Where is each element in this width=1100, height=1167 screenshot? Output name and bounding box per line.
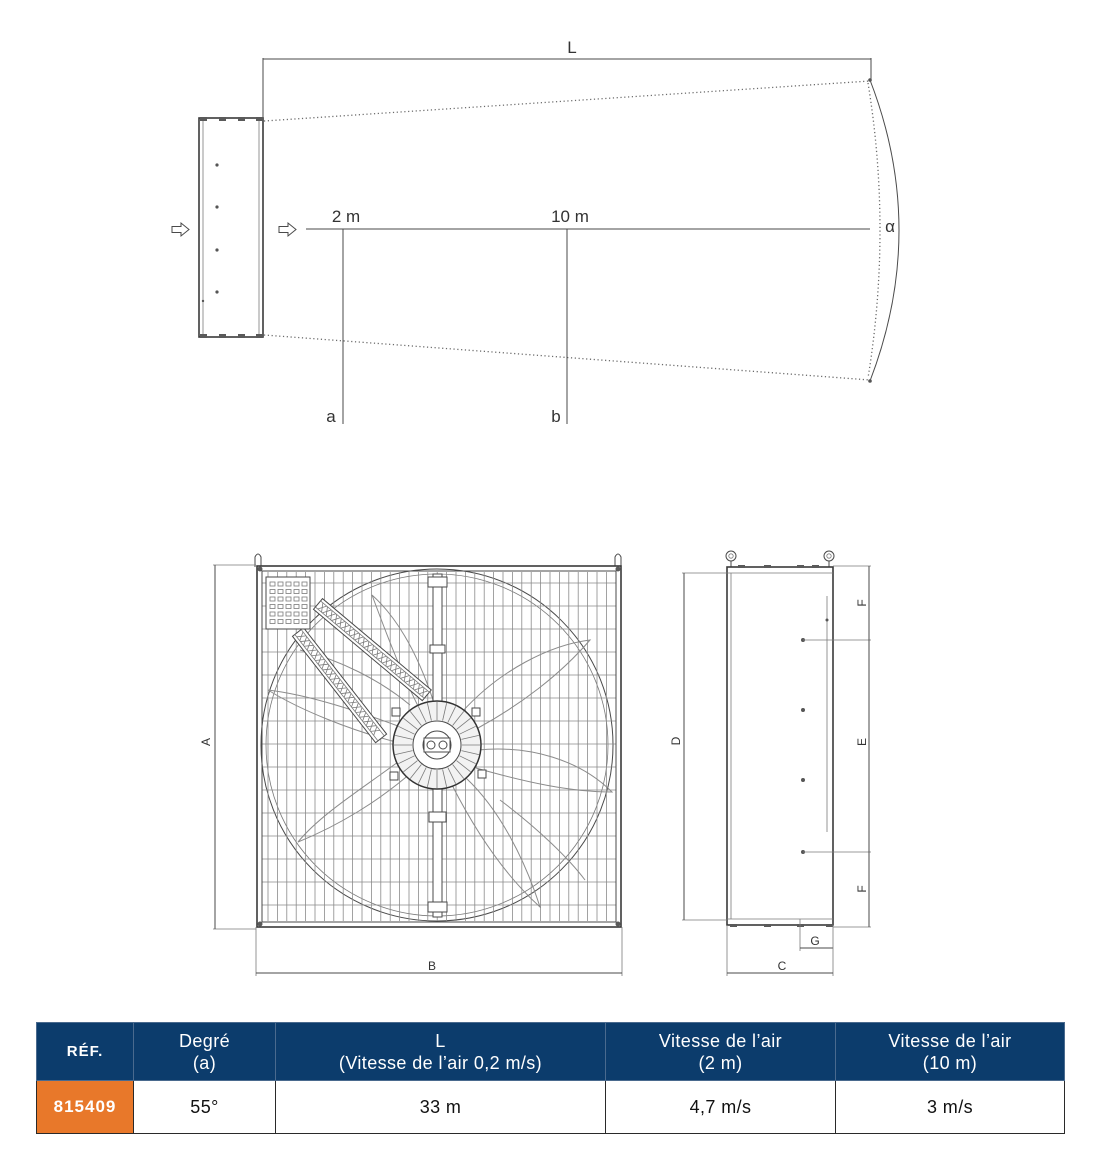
- marker-label-a: a: [326, 407, 336, 426]
- bolt: [812, 565, 819, 568]
- header-air-speed-10m-line2: (10 m): [922, 1052, 978, 1073]
- fan-unit-body: [199, 118, 263, 337]
- mount-point: [801, 708, 805, 712]
- header-air-speed-10m-line1: Vitesse de l’air: [888, 1030, 1012, 1051]
- corner-bolt: [258, 567, 263, 572]
- bolt: [764, 565, 771, 568]
- bolt: [730, 924, 737, 927]
- length-dimension: [263, 38, 871, 119]
- offset-label-g: G: [810, 934, 820, 948]
- width-label-b: B: [427, 959, 437, 973]
- height-dimension-a: [199, 565, 256, 929]
- header-degree-line2: (a): [192, 1052, 217, 1073]
- rivet: [202, 300, 204, 302]
- airflow-cone-upper-edge: [264, 81, 870, 121]
- header-throw-length-line1: L: [435, 1030, 446, 1051]
- bolt: [256, 334, 263, 338]
- spacing-label-e: E: [855, 737, 869, 747]
- bolt: [797, 924, 804, 927]
- lifting-eyelet-hole: [827, 554, 831, 558]
- motor-bar-clamp: [430, 645, 445, 653]
- width-dimension-b: [256, 927, 622, 976]
- air-speed-10m-cell: 3 m/s: [836, 1081, 1065, 1134]
- hub-mount-foot: [478, 770, 486, 778]
- bolt: [256, 117, 263, 121]
- fan-side-view: [669, 551, 871, 976]
- corner-bolt: [616, 922, 621, 927]
- distance-label-10m: 10 m: [551, 207, 589, 226]
- airflow-cone: [264, 78, 899, 383]
- rivet: [215, 248, 218, 251]
- bolt: [738, 565, 745, 568]
- header-throw-length-line2: (Vitesse de l’air 0,2 m/s): [338, 1052, 543, 1073]
- throw-diagram: [172, 38, 899, 426]
- bolt: [200, 334, 207, 338]
- mount-point: [801, 778, 805, 782]
- motor-bar-clamp: [429, 812, 446, 822]
- header-throw-length: [276, 1023, 606, 1081]
- hanging-hook: [615, 554, 621, 567]
- throw-length-cell: 33 m: [276, 1081, 606, 1134]
- angle-label: α: [885, 217, 895, 236]
- header-degree-line1: Degré: [178, 1030, 231, 1051]
- length-label: L: [567, 38, 577, 57]
- header-air-speed-2m-line2: (2 m): [698, 1052, 743, 1073]
- lifting-eyelet-hole: [729, 554, 733, 558]
- bolt: [200, 117, 207, 121]
- hub-shaft-box: [424, 738, 450, 752]
- bolt: [764, 924, 771, 927]
- degree-cell: 55°: [134, 1081, 276, 1134]
- motor-bar-clamp: [428, 577, 447, 587]
- height-dimension-d: [669, 573, 727, 920]
- throw-arc-inner: [868, 83, 880, 378]
- hub-mount-foot: [390, 772, 398, 780]
- air-speed-2m-cell: 4,7 m/s: [606, 1081, 836, 1134]
- spacing-label-f-bottom: F: [855, 885, 869, 893]
- mount-point: [826, 619, 829, 622]
- depth-label-c: C: [777, 959, 787, 973]
- header-degree: [134, 1023, 276, 1081]
- motor-bar-clamp: [428, 902, 447, 912]
- marker-label-b: b: [551, 407, 561, 426]
- side-body: [727, 567, 833, 925]
- junction-box-body: [266, 577, 310, 629]
- header-ref-label: RÉF.: [66, 1042, 104, 1060]
- spec-table-row: [37, 1081, 1065, 1134]
- bolt: [219, 334, 226, 338]
- lifting-eyelet: [824, 551, 834, 561]
- spacing-label-f-top: F: [855, 599, 869, 607]
- header-air-speed-10m: [836, 1023, 1065, 1081]
- rivet: [215, 205, 218, 208]
- arc-end-point: [868, 379, 872, 383]
- rivet: [215, 163, 218, 166]
- fan-unit-side: [199, 117, 263, 338]
- hub-mount-foot: [472, 708, 480, 716]
- height-label-a: A: [199, 737, 213, 747]
- rivet: [215, 290, 218, 293]
- height-label-d: D: [669, 736, 683, 746]
- depth-dimension-c: [727, 925, 833, 976]
- header-air-speed-2m: [606, 1023, 836, 1081]
- bolt: [238, 117, 245, 121]
- corner-bolt: [258, 922, 263, 927]
- spec-table: [36, 1022, 1065, 1134]
- throw-axis-group: [306, 207, 870, 426]
- arc-end-point: [868, 78, 872, 82]
- spec-table-header-row: [37, 1023, 1065, 1081]
- junction-box: [266, 577, 310, 629]
- bolt: [238, 334, 245, 338]
- airflow-arrow-icon: [279, 223, 296, 236]
- corner-bolt: [616, 567, 621, 572]
- bolt: [826, 924, 833, 927]
- header-air-speed-2m-line1: Vitesse de l’air: [658, 1030, 783, 1051]
- fan-front-view: [199, 554, 622, 976]
- bolt: [797, 565, 804, 568]
- hub-mount-foot: [392, 708, 400, 716]
- bolt: [219, 117, 226, 121]
- header-ref: [37, 1023, 134, 1081]
- lifting-eyelet: [726, 551, 736, 561]
- airflow-arrow-icon: [172, 223, 189, 236]
- reference-cell: 815409: [37, 1081, 134, 1134]
- distance-label-2m: 2 m: [331, 207, 361, 226]
